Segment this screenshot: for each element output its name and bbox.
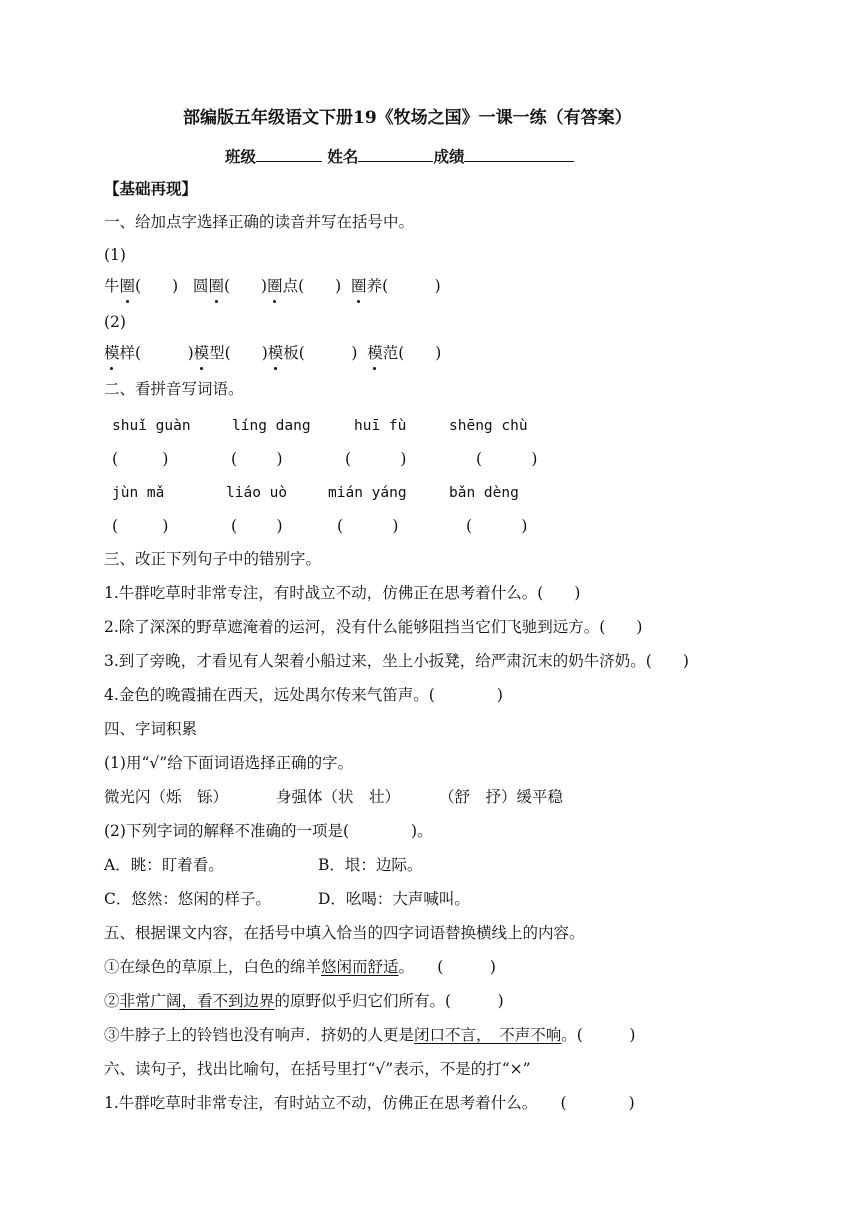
class-blank[interactable] <box>256 145 322 162</box>
answer-bracket[interactable]: 养( ) <box>366 277 441 295</box>
student-info-line <box>225 145 574 167</box>
answer-bracket[interactable]: 板( ) <box>283 344 358 362</box>
pinyin-5: jùn mǎ <box>112 485 165 501</box>
pinyin-6: liáo uò <box>226 485 288 501</box>
answer-bracket[interactable]: 。( ) <box>561 1026 636 1044</box>
sentence-text: ② <box>104 992 120 1010</box>
pinyin-answer-box[interactable]: ( ) <box>231 450 283 468</box>
pinyin-2: líng dang <box>232 418 311 434</box>
metaphor-item: 1.牛群吃草时非常专注，有时站立不动，仿佛正在思考着什么。 ( ) <box>104 1094 635 1112</box>
section-1-heading: 一、给加点字选择正确的读音并写在括号中。 <box>104 213 415 231</box>
sentence-text: ①在绿色的草原上，白色的绵羊 <box>104 958 322 976</box>
sentence-text: ③牛脖子上的铃铛也没有响声．挤奶的人更是 <box>104 1026 415 1044</box>
answer-bracket[interactable]: 点( ) <box>282 277 342 295</box>
basics-heading: 【基础再现】 <box>104 179 198 198</box>
pinyin-answer-box[interactable]: ( ) <box>231 517 283 535</box>
section-5-heading: 五、根据课文内容，在括号中填入恰当的四字词语替换横线上的内容。 <box>104 924 585 942</box>
pinyin-8: bǎn dèng <box>449 485 519 501</box>
section-3-heading: 三、改正下列句子中的错别字。 <box>104 550 322 568</box>
underlined-phrase: 闭口不言， 不声不响 <box>414 1026 562 1044</box>
section-2-heading: 二、看拼音写词语。 <box>104 380 244 398</box>
pinyin-answer-box[interactable]: ( ) <box>466 517 528 535</box>
section-4-q2: (2)下列字词的解释不准确的一项是( )。 <box>104 822 433 840</box>
dotted-char: 模 <box>367 344 383 362</box>
option-a[interactable]: A．眺：盯着看。 <box>104 856 224 874</box>
dotted-char: 圈 <box>208 277 224 295</box>
correction-item: 2.除了深深的野草遮淹着的运河，没有什么能够阻挡当它们飞驰到远方。( ) <box>104 618 643 636</box>
section-1-part2-row <box>104 343 441 363</box>
dotted-char: 圈 <box>351 277 367 295</box>
section-1-part1-row <box>104 276 441 296</box>
class-label: 班级 <box>225 147 257 166</box>
score-blank[interactable] <box>464 145 574 162</box>
dotted-char: 模 <box>193 344 210 362</box>
dotted-char: 圈 <box>119 277 136 295</box>
name-label: 姓名 <box>327 147 359 166</box>
pinyin-answer-box[interactable]: ( ) <box>112 450 169 468</box>
pinyin-answer-box[interactable]: ( ) <box>337 517 399 535</box>
correction-item: 3.到了旁晚，才看见有人架着小船过来，坐上小扳凳，给严肃沉末的奶牛济奶。( ) <box>104 652 689 670</box>
underlined-phrase: 悠闲而舒适 <box>321 958 399 976</box>
pinyin-answer-box[interactable]: ( ) <box>112 517 169 535</box>
page-title: 部编版五年级语文下册19《牧场之国》一课一练（有答案） <box>183 108 632 128</box>
score-label: 成绩 <box>433 147 465 166</box>
name-blank[interactable] <box>358 145 433 162</box>
underlined-phrase: 非常广阔，看不到边界 <box>119 992 275 1010</box>
answer-bracket[interactable]: ( ) <box>135 277 179 295</box>
replacement-item <box>104 1025 635 1045</box>
answer-bracket[interactable]: 。 ( ) <box>398 958 496 976</box>
answer-bracket[interactable]: 样( ) <box>119 344 194 362</box>
answer-bracket[interactable]: 的原野似乎归它们所有。( ) <box>274 992 504 1010</box>
section-4-heading: 四、字词积累 <box>104 720 198 738</box>
option-b[interactable]: B．垠：边际。 <box>318 856 423 874</box>
section-6-heading: 六、读句子，找出比喻句，在括号里打“√”表示，不是的打“×” <box>104 1060 531 1078</box>
option-c[interactable]: C．悠然：悠闲的样子。 <box>104 890 271 908</box>
replacement-item <box>104 991 504 1011</box>
dotted-char: 模 <box>267 344 284 362</box>
section-1-part1-label: (1) <box>104 246 126 264</box>
section-1-part2-label: (2) <box>104 313 126 331</box>
correction-item: 4.金色的晚霞捕在西天，远处禺尔传来气笛声。( ) <box>104 686 503 704</box>
section-4-q1: (1)用“√”给下面词语选择正确的字。 <box>104 754 354 772</box>
option-d[interactable]: D．吆喝：大声喊叫。 <box>318 890 470 908</box>
answer-bracket[interactable]: 范( ) <box>382 344 442 362</box>
choice-2[interactable]: 身强体（状 壮） <box>276 788 401 806</box>
dotted-char: 模 <box>104 344 120 362</box>
pinyin-7: mián yáng <box>328 485 407 501</box>
pinyin-answer-box[interactable]: ( ) <box>345 450 407 468</box>
answer-bracket[interactable]: 型( ) <box>209 344 268 362</box>
answer-bracket[interactable]: ( ) <box>223 277 268 295</box>
pinyin-4: shēng chù <box>449 418 528 434</box>
pinyin-3: huī fù <box>354 418 407 434</box>
choice-1[interactable]: 微光闪（烁 铄） <box>104 788 229 806</box>
pinyin-1: shuǐ guàn <box>112 418 191 434</box>
replacement-item <box>104 957 496 977</box>
word-prefix: 圆 <box>192 277 209 295</box>
pinyin-answer-box[interactable]: ( ) <box>476 450 538 468</box>
choice-3[interactable]: （舒 抒）缓平稳 <box>439 788 564 806</box>
correction-item: 1.牛群吃草时非常专注，有时战立不动，仿佛正在思考着什么。( ) <box>104 584 581 602</box>
word-prefix: 牛 <box>104 277 120 295</box>
dotted-char: 圈 <box>267 277 283 295</box>
